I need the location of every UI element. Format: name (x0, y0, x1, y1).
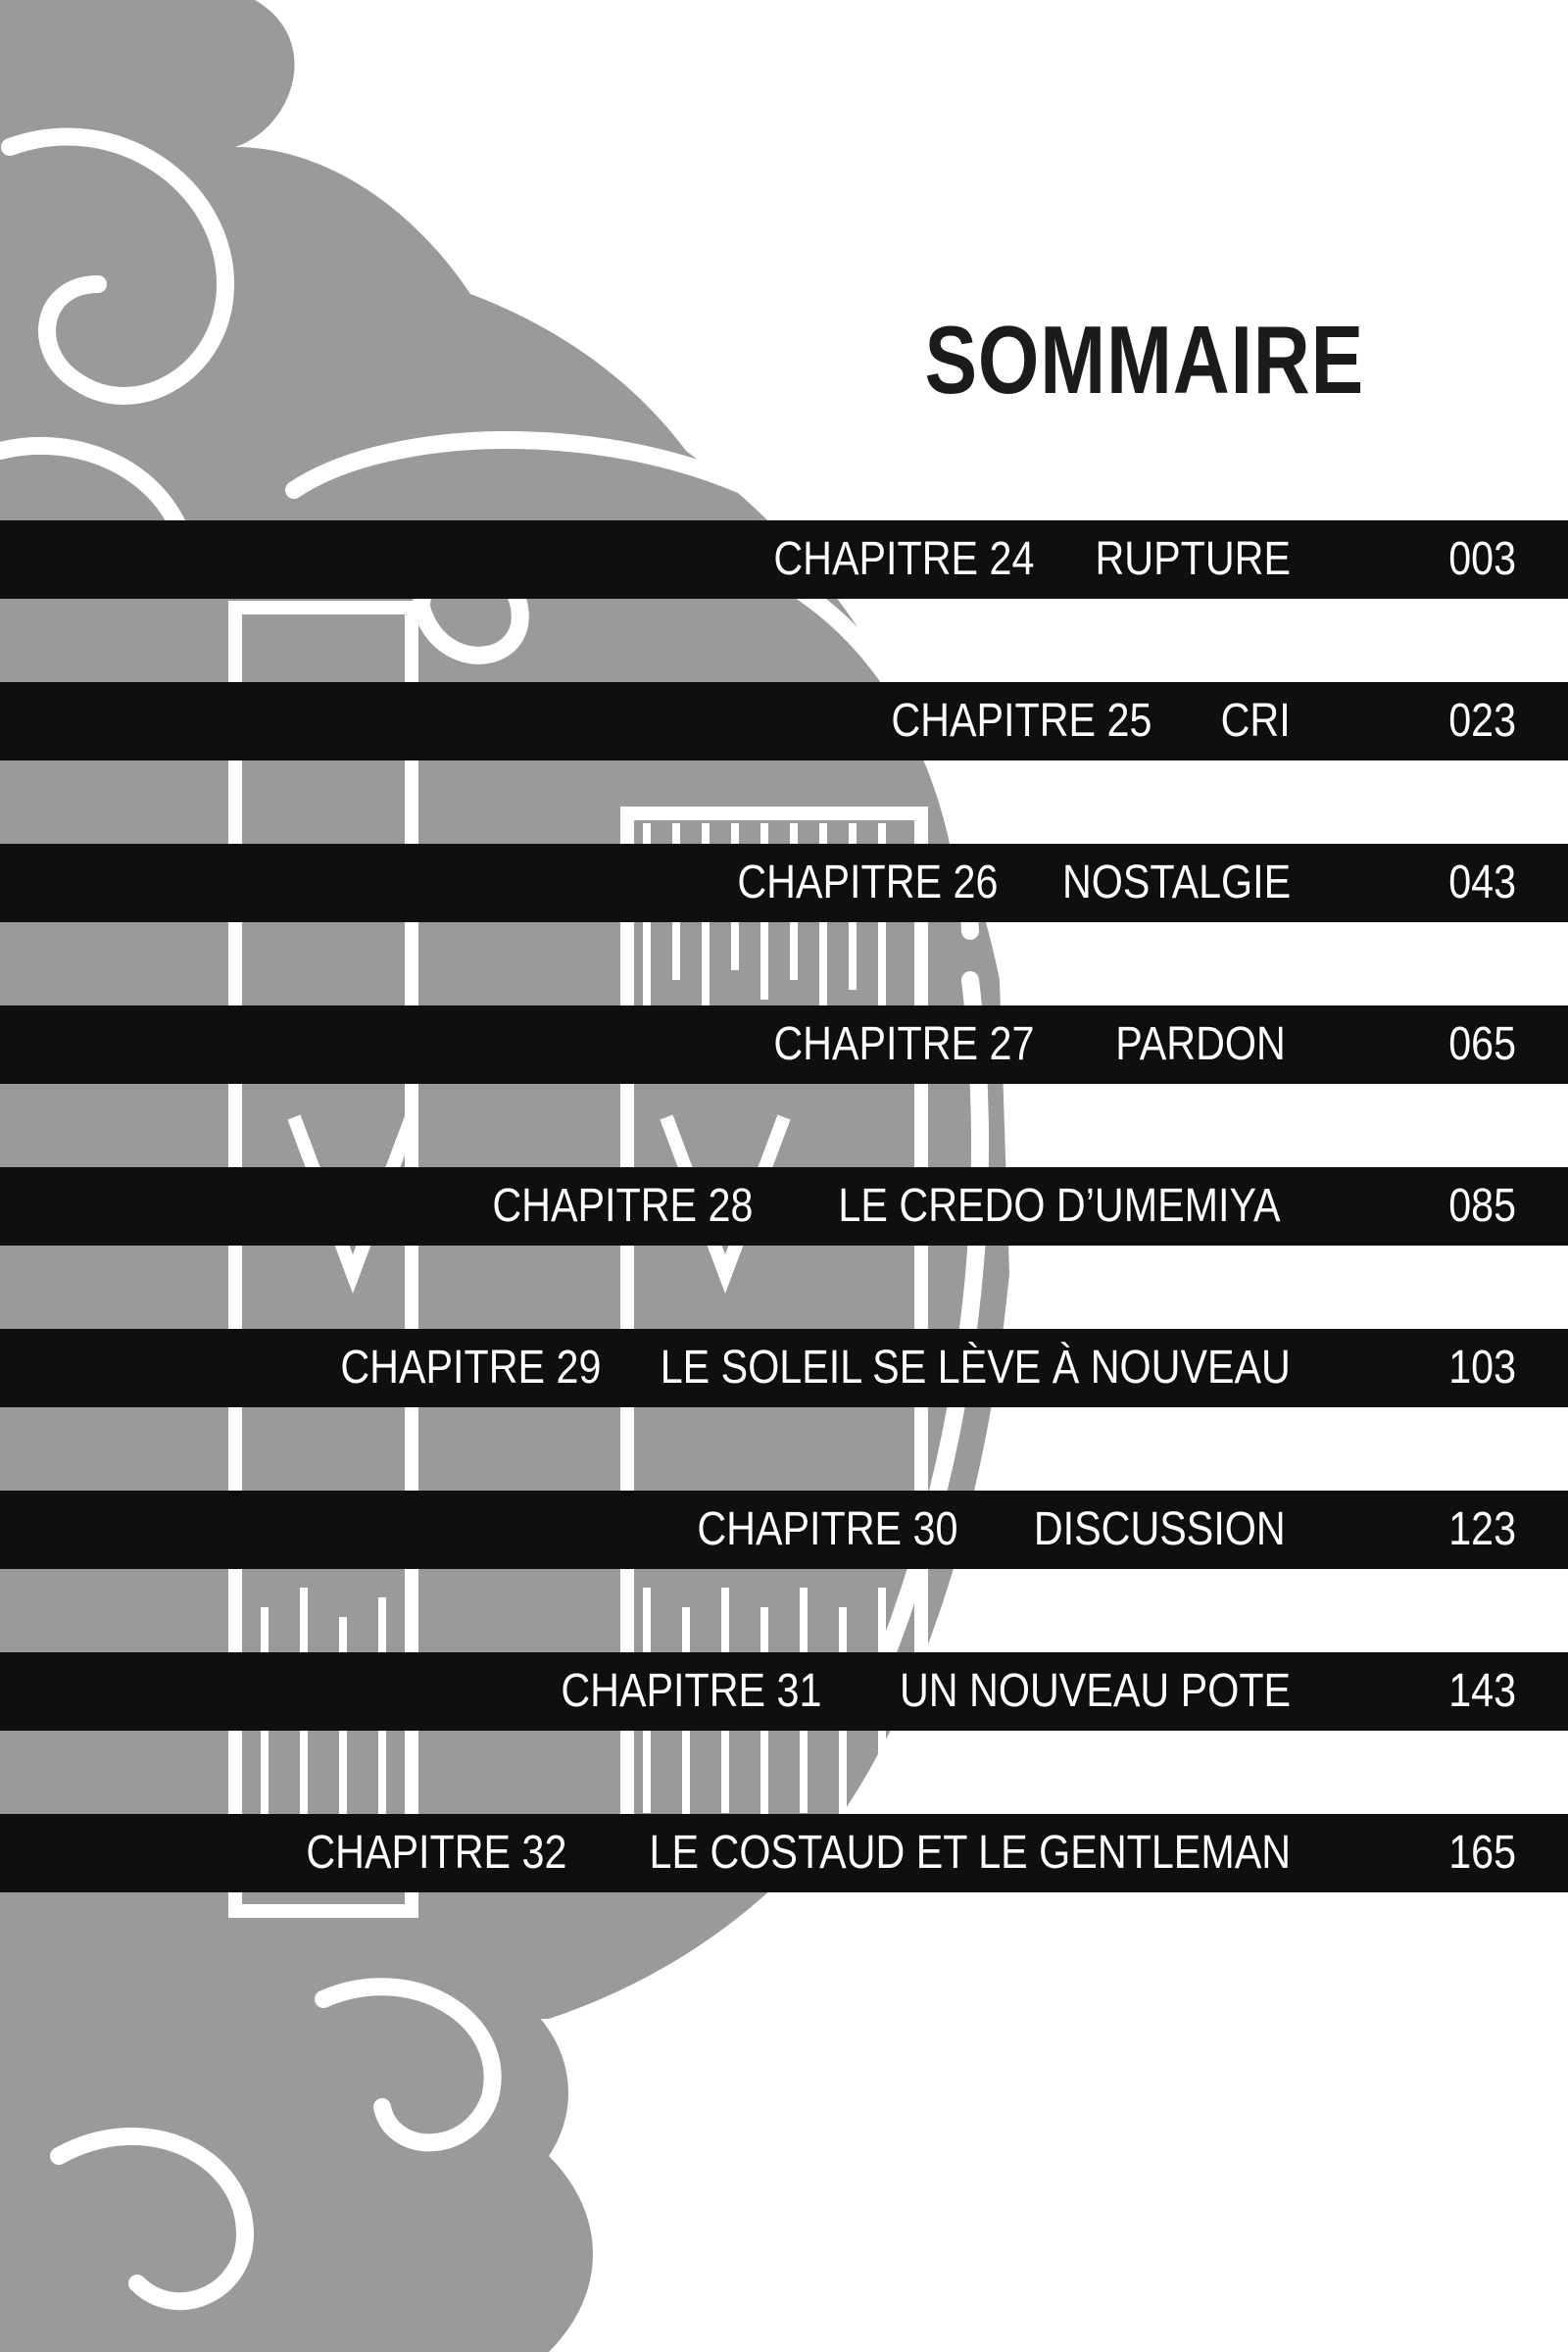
chapter-number: CHAPITRE 25 (890, 695, 1152, 747)
toc-row[interactable] (0, 682, 1568, 760)
toc-row[interactable] (0, 1167, 1568, 1246)
chapter-number: CHAPITRE 32 (305, 1827, 566, 1879)
chapter-title: LE COSTAUD ET LE GENTLEMAN (649, 1827, 1291, 1879)
chapter-number: CHAPITRE 24 (772, 533, 1034, 585)
chapter-page: 065 (1448, 1018, 1516, 1070)
chapter-title: DISCUSSION (1034, 1503, 1286, 1555)
toc-row[interactable] (0, 1005, 1568, 1084)
chapter-page: 103 (1448, 1342, 1516, 1394)
toc-row[interactable] (0, 844, 1568, 922)
chapter-number: CHAPITRE 31 (560, 1665, 821, 1717)
chapter-number: CHAPITRE 28 (491, 1180, 753, 1232)
chapter-page: 123 (1448, 1503, 1516, 1555)
chapter-title: NOSTALGIE (1061, 857, 1291, 908)
chapter-number: CHAPITRE 26 (736, 857, 998, 908)
chapter-number: CHAPITRE 29 (339, 1342, 601, 1394)
chapter-page: 143 (1448, 1665, 1516, 1717)
chapter-page: 043 (1448, 857, 1516, 908)
chapter-page: 085 (1448, 1180, 1516, 1232)
chapter-number: CHAPITRE 30 (696, 1503, 957, 1555)
chapter-page: 023 (1448, 695, 1516, 747)
page-title: SOMMAIRE (924, 306, 1364, 414)
chapter-title: RUPTURE (1095, 533, 1291, 585)
chapter-title: LE SOLEIL SE LÈVE À NOUVEAU (660, 1342, 1291, 1394)
chapter-page: 003 (1448, 533, 1516, 585)
chapter-page: 165 (1448, 1827, 1516, 1879)
toc-row[interactable] (0, 520, 1568, 599)
chapter-title: LE CREDO D’UMEMIYA (838, 1180, 1281, 1232)
toc-row[interactable] (0, 1329, 1568, 1407)
chapter-title: CRI (1220, 695, 1291, 747)
toc-row[interactable] (0, 1652, 1568, 1731)
toc-row[interactable] (0, 1491, 1568, 1569)
chapter-number: CHAPITRE 27 (772, 1018, 1034, 1070)
chapter-title: UN NOUVEAU POTE (899, 1665, 1291, 1717)
toc-row[interactable] (0, 1814, 1568, 1892)
chapter-title: PARDON (1115, 1018, 1286, 1070)
